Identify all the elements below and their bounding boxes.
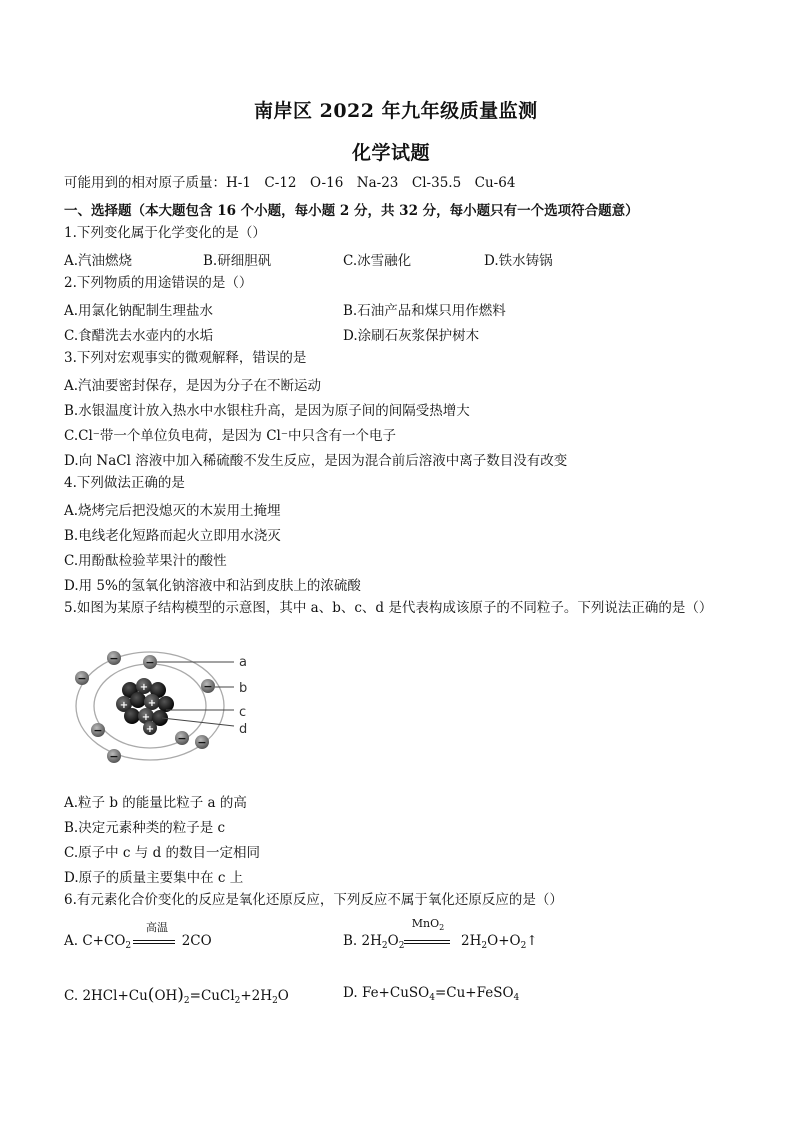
q6-option-a-rhs: 2CO [181,933,212,949]
q3-option-c: C.Cl⁻带一个单位负电荷，是因为 Cl⁻中只含有一个电子 [64,428,396,444]
electrons [75,651,215,763]
label-b: b [239,681,248,696]
svg-text:−: − [197,736,207,749]
q6-option-b-bar [404,940,450,941]
q6-option-c-equation: $2HCl+Cu(OH)_2=CuCl_2+2H_2O$ [82,985,289,1006]
label-a: a [239,655,247,670]
q6-option-a-bar2 [133,943,175,944]
q6-option-a-lhs: $C+CO_2$ [82,933,132,951]
q2-option-d: D.涂刷石灰浆保护树木 [343,328,480,344]
q5-option-c: C.原子中 c 与 d 的数目一定相同 [64,845,261,861]
svg-text:−: − [93,724,103,737]
label-d: d [239,722,248,737]
svg-text:−: − [203,680,213,693]
q5-option-d: D.原子的质量主要集中在 c 上 [64,870,244,886]
q6-option-b-condition: MnO$_2$ [411,917,445,933]
svg-text:−: − [145,656,155,669]
q3-stem: 3.下列对宏观事实的微观解释，错误的是 [64,350,307,366]
q3-option-a: A.汽油要密封保存，是因为分子在不断运动 [64,378,322,394]
q4-option-a: A.烧烤完后把没熄灭的木炭用土掩埋 [64,503,281,519]
q6-option-a-bar [133,940,175,941]
svg-text:+: + [119,700,129,711]
svg-text:−: − [77,672,87,685]
q1-option-b: B.研细胆矾 [203,253,272,269]
q1-stem: 1.下列变化属于化学变化的是（） [64,225,266,241]
q5-option-a: A.粒子 b 的能量比粒子 a 的高 [64,795,247,811]
svg-text:+: + [141,712,151,723]
q6-option-c [64,985,289,1006]
q6-option-d-equation: Fe+CuSO$_4$=Cu+FeSO$_4$ [361,985,520,1003]
q2-option-b: B.石油产品和煤只用作燃料 [343,303,506,319]
svg-text:+: + [139,682,149,693]
svg-text:+: + [147,698,157,709]
q4-stem: 4.下列做法正确的是 [64,475,185,491]
q6-option-b-lhs: $2H_2O_2$ [361,933,405,951]
q6-option-b-bar2 [404,943,450,944]
q2-option-a: A.用氯化钠配制生理盐水 [64,303,214,319]
page-subtitle: 化学试题 [352,142,431,164]
q1-option-d: D.铁水铸锅 [484,253,553,269]
page-title: 南岸区 2022 年九年级质量监测 [254,100,538,122]
q6-option-d [343,985,519,1003]
svg-text:−: − [109,652,119,665]
q6-stem: 6.有元素化合价变化的反应是氧化还原反应，下列反应不属于氧化还原反应的是（） [64,892,563,908]
svg-text:+: + [145,724,155,735]
q2-option-c: C.食醋洗去水壶内的水垢 [64,328,214,344]
svg-text:−: − [177,732,187,745]
atomic-masses: 可能用到的相对原子质量：H-1 C-12 O-16 Na-23 Cl-35.5 Cu-64 [64,175,516,191]
q6-option-b-rhs: $2H_2O+O_2↑$ [461,933,538,951]
q6-option-a-label: A. [64,933,79,949]
q6-option-a [64,933,212,951]
q4-option-b: B.电线老化短路而起火立即用水浇灭 [64,528,281,544]
section-heading: 一、选择题（本大题包含 16 个小题，每小题 2 分，共 32 分，每小题只有一个选项符合题意） [64,203,639,219]
q5-option-b: B.决定元素种类的粒子是 c [64,820,226,836]
label-c: c [239,705,247,720]
q6-option-a-condition: 高温 [146,921,168,934]
q1-option-c: C.冰雪融化 [343,253,412,269]
nucleus [116,678,174,735]
q5-stem: 5.如图为某原子结构模型的示意图，其中 a、b、c、d 是代表构成该原子的不同粒子。下列说法正确的是（） [64,600,713,616]
svg-text:−: − [109,750,119,763]
q3-option-b: B.水银温度计放入热水中水银柱升高，是因为原子间的间隔受热增大 [64,403,470,419]
q4-option-d: D.用 5%的氢氧化钠溶液中和沾到皮肤上的浓硫酸 [64,578,361,594]
q6-option-b-label: B. [343,933,358,949]
q6-option-c-label: C. [64,988,79,1004]
q3-option-d: D.向 NaCl 溶液中加入稀硫酸不发生反应，是因为混合前后溶液中离子数目没有改变 [64,453,568,469]
atom-structure-diagram [62,630,262,780]
q6-option-b [343,933,538,951]
q6-option-d-label: D. [343,985,358,1001]
q4-option-c: C.用酚酞检验苹果汁的酸性 [64,553,227,569]
q2-stem: 2.下列物质的用途错误的是（） [64,275,253,291]
q1-option-a: A.汽油燃烧 [64,253,133,269]
